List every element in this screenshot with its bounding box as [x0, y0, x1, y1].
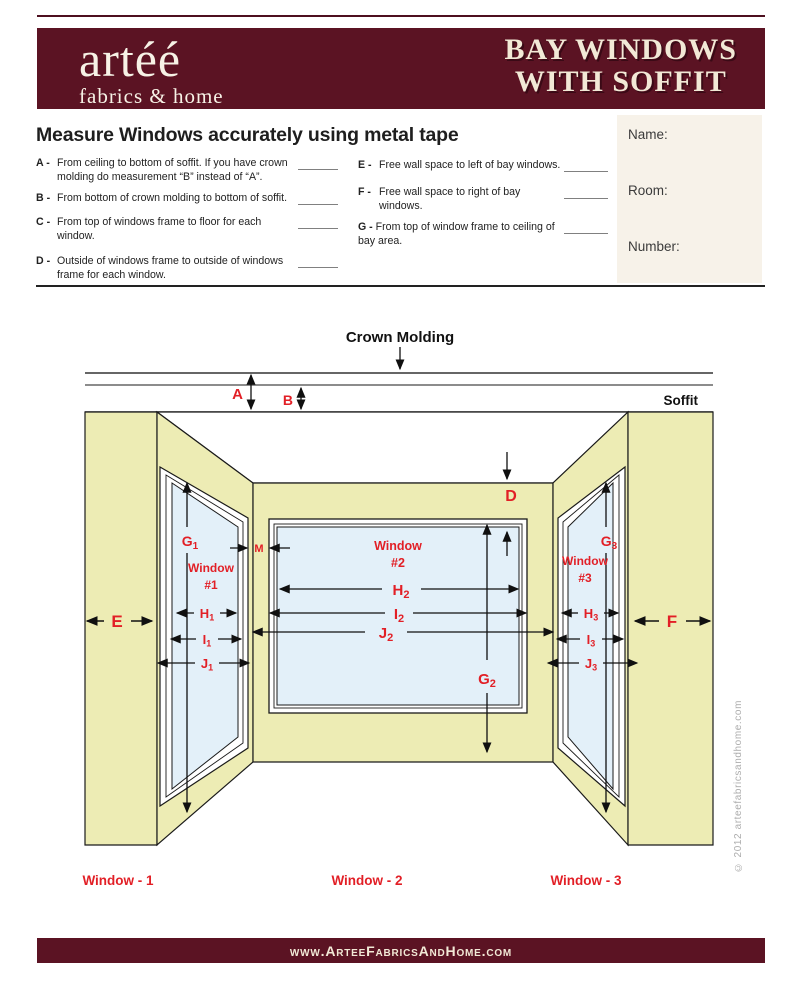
name-field-label: Name: — [628, 127, 668, 142]
instruction-key-f: F - — [358, 185, 371, 198]
measure-m-label: M — [254, 543, 264, 555]
instruction-key-g: G - — [358, 221, 373, 234]
measure-i2-label: $I_2$ — [393, 606, 405, 625]
instructions-right-column — [358, 159, 608, 249]
instruction-item-c — [36, 216, 338, 244]
section-divider — [36, 285, 765, 287]
measure-g1-label: $G_1$ — [181, 533, 199, 552]
instruction-key-e: E - — [358, 159, 372, 171]
instruction-text-d: Outside of windows frame to outside of windows frame for each window. — [57, 254, 284, 281]
measure-d-label: D — [505, 488, 517, 505]
window1-tag-line2: #1 — [204, 578, 218, 592]
measure-h1-label: H1 — [199, 606, 215, 623]
header-bar — [37, 28, 765, 109]
bay-window-diagram — [36, 300, 750, 930]
instruction-text-e: Free wall space to left of bay windows. — [379, 159, 561, 171]
instructions-left-column — [36, 157, 338, 282]
instruction-key-d: D - — [36, 254, 51, 267]
fill-in-blank-g — [564, 221, 608, 234]
copyright-vertical-text — [733, 700, 755, 910]
window3-tag-line1: Window — [562, 554, 608, 568]
measure-j3-label: J3 — [584, 656, 598, 673]
window3-tag-line2: #3 — [578, 571, 592, 585]
page-title-line2: WITH SOFFIT — [514, 65, 727, 99]
instruction-item-a — [36, 157, 338, 185]
instruction-item-g — [358, 221, 608, 249]
measure-f-label: F — [666, 612, 678, 631]
crown-molding-label: Crown Molding — [345, 329, 455, 346]
window2-tag-line2: #2 — [391, 556, 405, 570]
instruction-text-c: From top of windows frame to floor for each window. — [57, 216, 262, 243]
measure-e-label: E — [111, 612, 123, 631]
window1-tag-line1: Window — [188, 561, 234, 575]
measure-j2-label: $J_2$ — [378, 625, 394, 644]
customer-info-box — [617, 115, 762, 283]
fill-in-blank-e — [564, 159, 608, 172]
soffit-label: Soffit — [663, 393, 698, 408]
room-field-label: Room: — [628, 183, 668, 198]
fill-in-blank-d — [298, 255, 338, 268]
fill-in-blank-a — [298, 157, 338, 170]
brand-tagline: fabrics & home — [79, 84, 224, 108]
brand-logo — [79, 31, 224, 108]
instruction-text-a: From ceiling to bottom of soffit. If you have crown molding do measurement “B” instead of “A”. — [57, 157, 288, 183]
window1-caption: Window - 1 — [82, 873, 154, 888]
window2-tag-line1: Window — [374, 539, 422, 553]
fill-in-blank-f — [564, 186, 608, 199]
website-link: www.ArteeFabricsAndHome.com — [289, 942, 513, 959]
measure-j1-label: J1 — [200, 656, 214, 673]
copyright-text: © 2012 arteefabricsandhome.com — [733, 700, 744, 873]
measure-g3-label: $G_3$ — [600, 533, 618, 552]
instruction-key-b: B - — [36, 191, 51, 204]
measure-a-label: A — [232, 386, 243, 403]
measure-i1-label: I1 — [202, 632, 212, 649]
instruction-item-b — [36, 192, 338, 206]
instruction-item-d — [36, 255, 338, 283]
instruction-key-a: A - — [36, 157, 50, 169]
instructions-heading: Measure Windows accurately using metal tape — [36, 124, 459, 146]
footer-bar — [37, 938, 765, 963]
instruction-item-f — [358, 186, 608, 214]
instruction-text-g: From top of window frame to ceiling of bay area. — [358, 221, 555, 248]
fill-in-blank-b — [298, 192, 338, 205]
measure-h3-label: H3 — [583, 606, 599, 623]
window2-caption: Window - 2 — [331, 873, 403, 888]
instruction-text-b: From bottom of crown molding to bottom of soffit. — [57, 191, 288, 204]
number-field-label: Number: — [628, 239, 680, 254]
page-title-line1: BAY WINDOWS — [504, 33, 737, 66]
window3-caption: Window - 3 — [550, 873, 622, 888]
instruction-key-c: C - — [36, 216, 51, 229]
instruction-item-e — [358, 159, 608, 173]
instruction-text-f: Free wall space to right of bay windows. — [379, 185, 521, 212]
fill-in-blank-c — [298, 216, 338, 229]
page-title — [505, 34, 737, 98]
top-rule — [37, 15, 765, 17]
measure-g2-label: $G_2$ — [478, 671, 496, 690]
brand-name: artéé — [79, 31, 182, 87]
measure-b-label: B — [282, 392, 293, 408]
measure-i3-label: I3 — [586, 632, 596, 649]
measure-h2-label: $H_2$ — [392, 582, 410, 601]
